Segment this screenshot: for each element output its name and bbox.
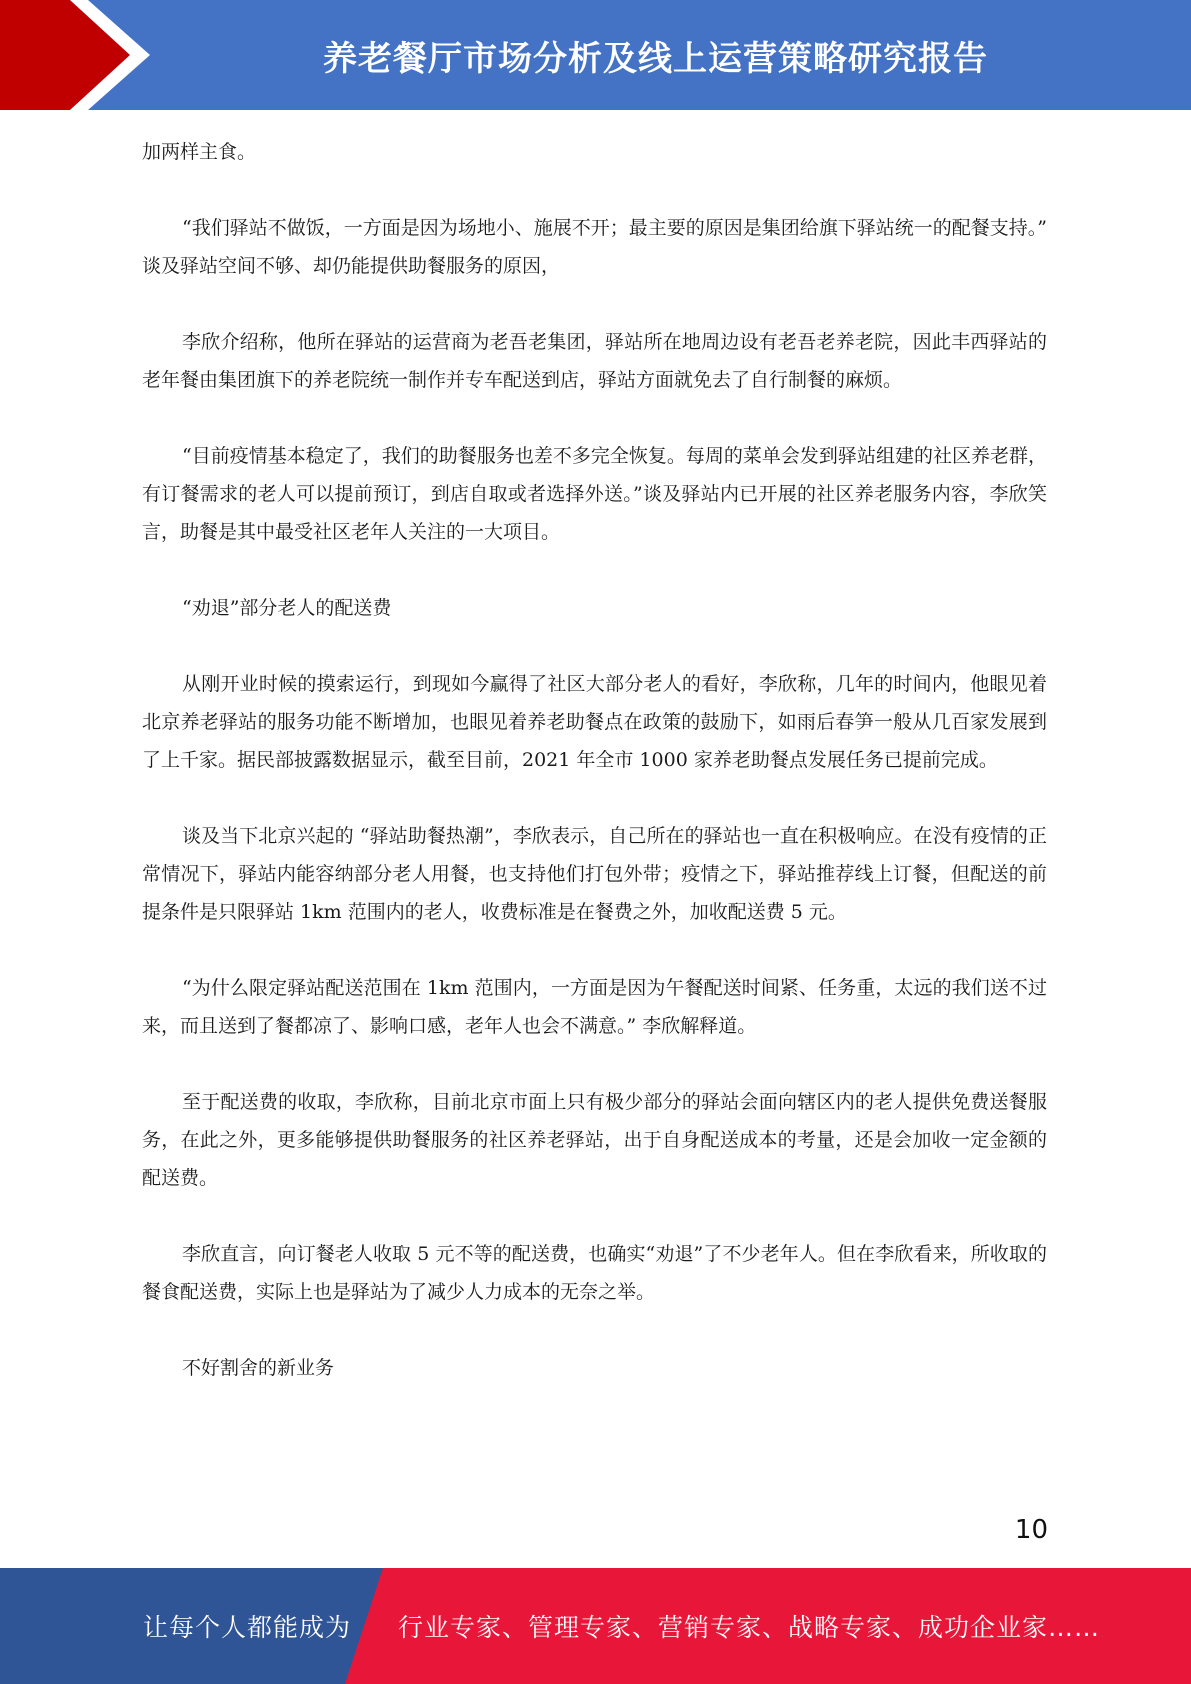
body-paragraph: “我们驿站不做饭，一方面是因为场地小、施展不开；最主要的原因是集团给旗下驿站统一的配餐支持。” 谈及驿站空间不够、却仍能提供助餐服务的原因，: [142, 217, 1047, 277]
footer-banner: [0, 1568, 1191, 1684]
body-paragraph: “为什么限定驿站配送范围在 1km 范围内，一方面是因为午餐配送时间紧、任务重，太远的我们送不过来，而且送到了餐都凉了、影响口感，老年人也会不满意。” 李欣解释道。: [142, 977, 1047, 1037]
header-banner: [0, 0, 1191, 110]
footer-slogan-left: 让每个人都能成为: [143, 1613, 352, 1642]
footer-slogan-right: 行业专家、管理专家、营销专家、战略专家、成功企业家……: [398, 1613, 1101, 1642]
body-paragraph: 李欣直言，向订餐老人收取 5 元不等的配送费，也确实“劝退”了不少老年人。但在李欣看来，所收取的餐食配送费，实际上也是驿站为了减少人力成本的无奈之举。: [142, 1243, 1047, 1303]
body-paragraph: 从刚开业时候的摸索运行，到现如今赢得了社区大部分老人的看好，李欣称，几年的时间内，他眼见着北京养老驿站的服务功能不断增加，也眼见着养老助餐点在政策的鼓励下，如雨后春笋一般从几百家发展到了上千家。据民部披露数据显示，截至目前，2021 年全市 1000 家养老助餐点发展任务已提前完成。: [142, 673, 1047, 771]
report-title: 养老餐厅市场分析及线上运营策略研究报告: [323, 38, 988, 79]
body-paragraph: 李欣介绍称，他所在驿站的运营商为老吾老集团，驿站所在地周边设有老吾老养老院，因此丰西驿站的老年餐由集团旗下的养老院统一制作并专车配送到店，驿站方面就免去了自行制餐的麻烦。: [142, 331, 1047, 391]
body-paragraph: 谈及当下北京兴起的 “驿站助餐热潮”，李欣表示，自己所在的驿站也一直在积极响应。在没有疫情的正常情况下，驿站内能容纳部分老人用餐，也支持他们打包外带；疫情之下，驿站推荐线上订餐，但配送的前提条件是只限驿站 1km 范围内的老人，收费标准是在餐费之外，加收配送费 5 元。: [142, 825, 1047, 923]
body-paragraph: 加两样主食。: [142, 141, 257, 163]
body-paragraph: 至于配送费的收取，李欣称，目前北京市面上只有极少部分的驿站会面向辖区内的老人提供免费送餐服务，在此之外，更多能够提供助餐服务的社区养老驿站，出于自身配送成本的考量，还是会加收一定金额的配送费。: [142, 1091, 1047, 1189]
body-paragraph: “劝退”部分老人的配送费: [182, 597, 392, 619]
body-paragraph: 不好割舍的新业务: [182, 1357, 335, 1379]
page-number: 10: [1014, 1515, 1048, 1545]
document-body: [142, 133, 1047, 1425]
body-paragraph: “目前疫情基本稳定了，我们的助餐服务也差不多完全恢复。每周的菜单会发到驿站组建的社区养老群，有订餐需求的老人可以提前预订，到店自取或者选择外送。”谈及驿站内已开展的社区养老服务内容，李欣笑言，助餐是其中最受社区老年人关注的一大项目。: [142, 445, 1047, 543]
